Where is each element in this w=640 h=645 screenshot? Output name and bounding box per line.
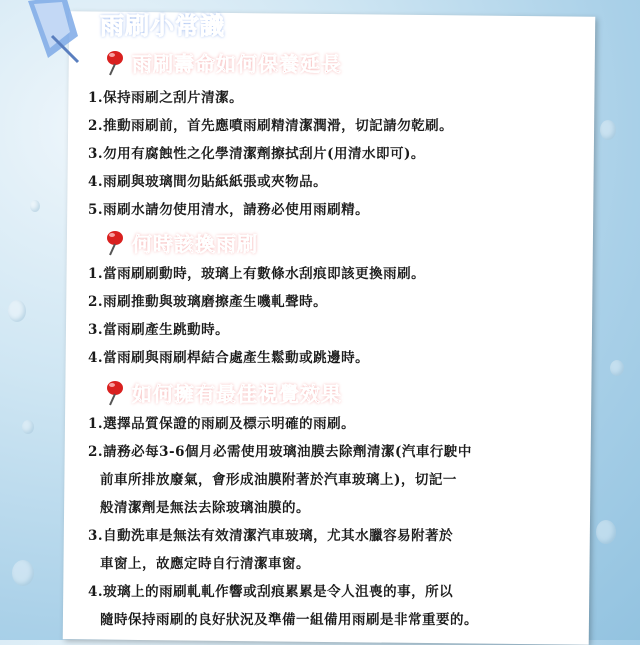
list-item: 4.雨刷與玻璃間勿貼紙紙張或夾物品。 (88, 174, 328, 190)
section-heading-replace (104, 228, 258, 257)
list-item-line: 4.玻璃上的雨刷軋軋作響或刮痕累累是令人沮喪的事，所以 (88, 584, 454, 600)
section-title: 何時該換雨刷 (132, 232, 258, 256)
replace-list (88, 260, 600, 372)
list-item-line: 前車所排放廢氣，會形成油膜附著於汽車玻璃上)，切記一 (100, 472, 457, 488)
section-title: 雨刷壽命如何保養延長 (132, 52, 342, 76)
list-item: 3.當雨刷產生跳動時。 (88, 322, 230, 338)
maintenance-list (88, 84, 600, 224)
list-item: 5.雨刷水請勿使用清水，請務必使用雨刷精。 (88, 202, 370, 218)
visibility-list (88, 410, 600, 634)
list-item-line: 隨時保持雨刷的良好狀況及準備一組備用雨刷是非常重要的。 (100, 612, 478, 628)
section-title: 如何擁有最佳視覺效果 (132, 382, 342, 406)
red-pushpin-icon (104, 380, 126, 406)
list-item-line: 車窗上，故應定時自行清潔車窗。 (100, 556, 310, 572)
red-pushpin-icon (104, 50, 126, 76)
page-title: 雨刷小常識 (100, 12, 225, 40)
list-item-line: 1.選擇品質保證的雨刷及標示明確的雨刷。 (88, 416, 356, 432)
red-pushpin-icon (104, 230, 126, 256)
list-item (88, 410, 600, 438)
list-item (88, 578, 600, 634)
list-item-line: 般清潔劑是無法去除玻璃油膜的。 (100, 500, 310, 516)
pushpin-icon (18, 0, 88, 66)
section-heading-maintenance (104, 48, 342, 77)
section-heading-visibility (104, 378, 342, 407)
list-item (88, 522, 600, 578)
list-item: 2.推動雨刷前，首先應噴雨刷精清潔潤滑，切記請勿乾刷。 (88, 118, 454, 134)
list-item-line: 3.自動洗車是無法有效清潔汽車玻璃，尤其水臘容易附著於 (88, 528, 454, 544)
list-item: 3.勿用有腐蝕性之化學清潔劑擦拭刮片(用清水即可)。 (88, 146, 425, 162)
list-item-line: 2.請務必每3-6個月必需使用玻璃油膜去除劑清潔(汽車行駛中 (88, 444, 472, 460)
list-item: 1.保持雨刷之刮片清潔。 (88, 90, 244, 106)
list-item: 4.當雨刷與雨刷桿結合處產生鬆動或跳邊時。 (88, 350, 370, 366)
list-item: 1.當雨刷刷動時，玻璃上有數條水刮痕即該更換雨刷。 (88, 266, 426, 282)
list-item: 2.雨刷推動與玻璃磨擦產生嘰軋聲時。 (88, 294, 328, 310)
list-item (88, 438, 600, 522)
